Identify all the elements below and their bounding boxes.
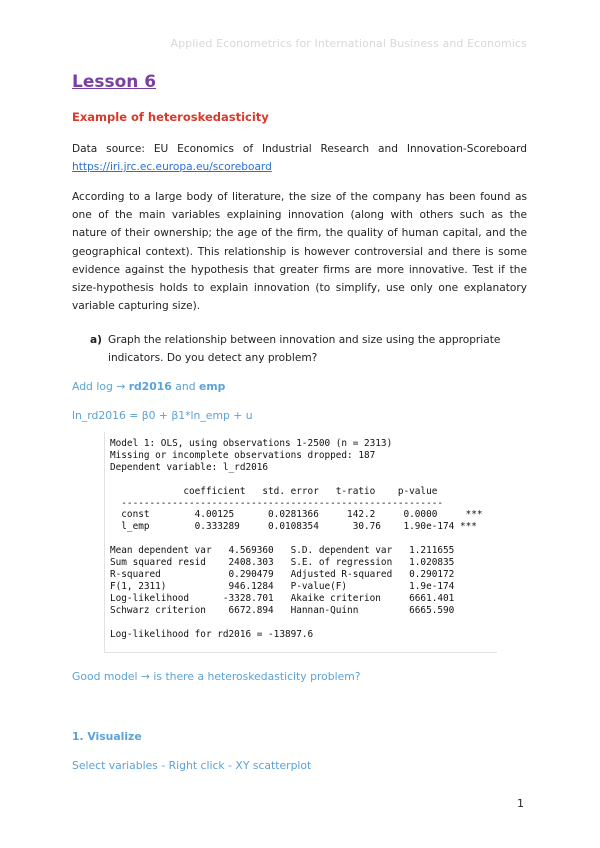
add-log-note: [72, 380, 225, 393]
question-label: a): [90, 334, 102, 346]
page-number: 1: [517, 797, 524, 810]
good-model-note: Good model → is there a heteroskedasticity problem?: [72, 670, 361, 683]
add-log-and: and: [171, 380, 200, 393]
add-log-prefix: Add log →: [72, 380, 129, 393]
body-paragraph: According to a large body of literature, the size of the company has been found as one of the main variables explaining innovation (along with others such as the nature of their ownership; the age of the firm, the quality of human capital, and the geographical context). This relationship is however controversial and there is some evidence against the hypothesis that greater firms are more innovative. Test if the size-hypothesis holds to explain innovation (to simplify, use only one explanatory variable capturing size).: [72, 191, 527, 313]
section-visualize-heading: 1. Visualize: [72, 730, 142, 743]
select-variables-note: Select variables - Right click - XY scatterplot: [72, 759, 312, 772]
question-text: Graph the relationship between innovation and size using the appropriate indicators. Do you detect any problem?: [108, 334, 501, 364]
data-source-paragraph: [72, 140, 527, 176]
add-log-var-emp: emp: [199, 380, 226, 393]
regression-output-panel: [104, 432, 497, 653]
question-a: [90, 331, 530, 367]
regression-output-text: Model 1: OLS, using observations 1-2500 (n = 2313) Missing or incomplete observations dropped: 187 Dependent variable: l_rd2016 coefficient std. error t-ratio p-value --------------------------------------------------------- const 4.00125 0.0281366 142.2 0.0000 *** l_emp 0.333289 0.0108354 30.76 1.90e-174 *** Mean dependent var 4.569360 S.D. dependent var 1.211655 Sum squared resid 2408.303 S.E. of regression 1.020835 R-squared 0.290479 Adjusted R-squared 0.290172 F(1, 2311) 946.1284 P-value(F) 1.9e-174 Log-likelihood -3328.701 Akaike criterion 6661.401 Schwarz criterion 6672.894 Hannan-Quinn 6665.590 Log-likelihood for rd2016 = -13897.6: [110, 438, 483, 640]
model-equation: ln_rd2016 = β0 + β1*ln_emp + u: [72, 409, 253, 422]
add-log-var-rd2016: rd2016: [128, 380, 172, 393]
lesson-subtitle: Example of heteroskedasticity: [72, 110, 269, 124]
data-source-text: Data source: EU Economics of Industrial Research and Innovation-Scoreboard: [72, 143, 527, 155]
lesson-title: Lesson 6: [72, 72, 157, 92]
data-source-link[interactable]: https://iri.jrc.ec.europa.eu/scoreboard: [72, 161, 272, 174]
running-header: Applied Econometrics for International Business and Economics: [170, 37, 527, 50]
